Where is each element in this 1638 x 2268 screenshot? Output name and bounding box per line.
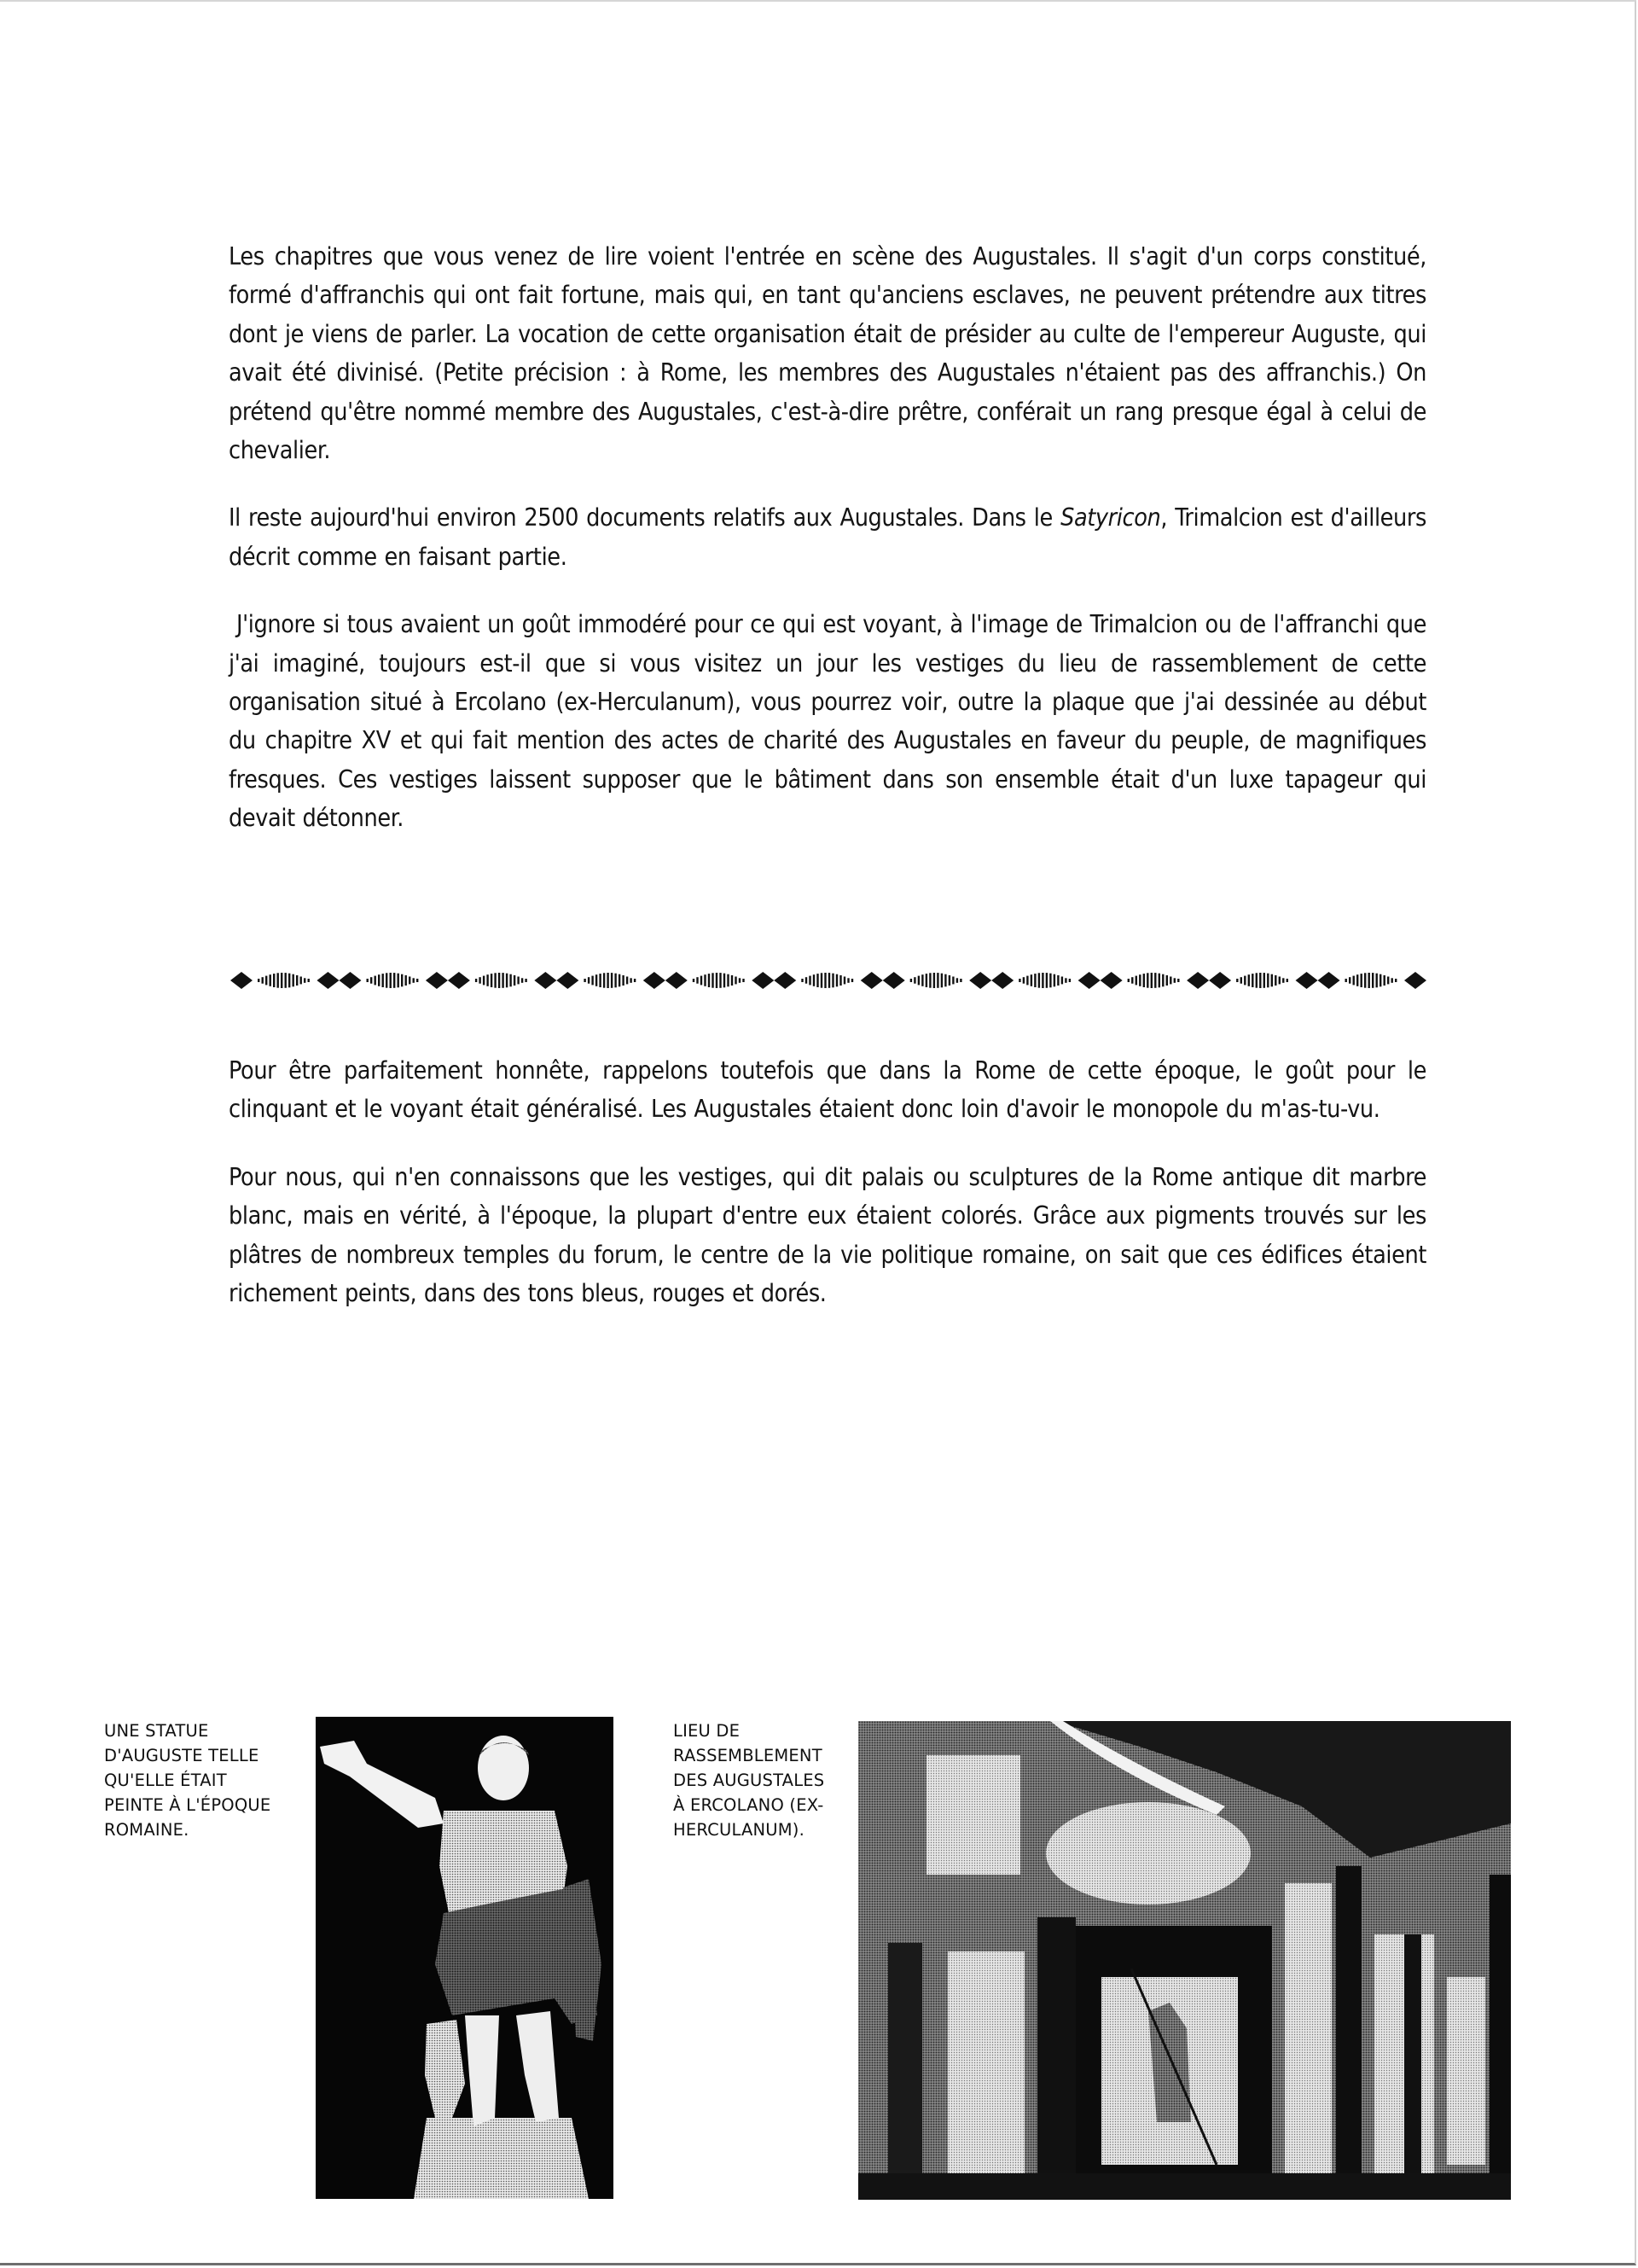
article-body-top xyxy=(229,237,1426,838)
article-body-bottom xyxy=(229,1051,1426,1312)
paragraph-augustales-intro: Les chapitres que vous venez de lire voient l'entrée en scène des Augustales. Il s'agit d'un corps constitué, formé d'affranchis qui ont fait fortune, mais qui, en tant qu'anciens esclaves, ne peuvent prétendre aux titres dont je viens de parler. La vocation de cette organisation était de présider au culte de l'empereur Auguste, qui avait été divinisé. (Petite précision : à Rome, les membres des Augustales n'étaient pas des affranchis.) On prétend qu'être nommé membre des Augustales, c'est-à-dire prêtre, conférait un rang presque égal à celui de chevalier. xyxy=(229,242,1426,465)
caption-line: RASSEMBLEMENT xyxy=(673,1746,822,1765)
statue-of-augustus-photo xyxy=(316,1717,613,2199)
ornament-diamond xyxy=(774,972,796,989)
caption-line: D'AUGUSTE TELLE xyxy=(104,1746,259,1765)
hall-image xyxy=(858,1721,1511,2200)
ornament-hatch xyxy=(910,973,962,988)
ornamental-divider-icon xyxy=(230,966,1426,995)
ornament-diamond xyxy=(969,972,991,989)
ornament-diamond xyxy=(1209,972,1231,989)
ornament-hatch xyxy=(693,973,745,988)
ornament-diamond xyxy=(1187,972,1209,989)
ornament-diamond xyxy=(643,972,665,989)
ornament-hatch xyxy=(1128,973,1180,988)
caption-line: DES AUGUSTALES xyxy=(673,1771,825,1790)
ornament-hatch xyxy=(1345,973,1397,988)
caption-line: UNE STATUE xyxy=(104,1721,209,1741)
ornament-hatch xyxy=(367,973,419,988)
ornament-diamond xyxy=(1296,972,1318,989)
paragraph-text: Il reste aujourd'hui environ 2500 documents relatifs aux Augustales. Dans le xyxy=(229,503,1061,532)
ornament-diamond xyxy=(317,972,339,989)
ornament-diamond xyxy=(339,972,361,989)
ornament-hatch xyxy=(475,973,527,988)
ornament-hatch xyxy=(584,973,636,988)
ornament-diamond xyxy=(230,972,253,989)
ornament-diamond xyxy=(665,972,688,989)
caption-line: LIEU DE xyxy=(673,1721,741,1741)
caption-line: PEINTE À L'ÉPOQUE xyxy=(104,1795,271,1815)
augustales-hall-fresco-photo xyxy=(858,1721,1511,2200)
figure-caption-hall xyxy=(673,1718,824,1842)
caption-line: À ERCOLANO (EX- xyxy=(673,1795,824,1815)
ornament-diamond xyxy=(1404,972,1426,989)
paragraph-ercolano: J'ignore si tous avaient un goût immodéré pour ce qui est voyant, à l'image de Trimalcion ou de l'affranchi que j'ai imaginé, toujours est-il que si vous visitez un jour les vestiges du lieu de rassemblement de cette organisation situé à Ercolano (ex-Herculanum), vous pourrez voir, outre la plaque que j'ai dessinée au début du chapitre XV et qui fait mention des actes de charité des Augustales en faveur du peuple, de magnifiques fresques. Ces vestiges laissent supposer que le bâtiment dans son ensemble était d'un luxe tapageur qui devait détonner. xyxy=(229,610,1426,833)
ornament-diamond xyxy=(991,972,1014,989)
caption-line: HERCULANUM). xyxy=(673,1820,804,1840)
ornament-diamond xyxy=(556,972,578,989)
caption-line: QU'ELLE ÉTAIT xyxy=(104,1771,227,1790)
ornament-diamond xyxy=(861,972,883,989)
ornament-hatch xyxy=(1236,973,1288,988)
ornament-diamond xyxy=(426,972,448,989)
figure-caption-statue xyxy=(104,1718,270,1842)
ornament-diamond xyxy=(1318,972,1340,989)
book-title-satyricon: Satyricon xyxy=(1060,503,1161,532)
ornament-diamond xyxy=(448,972,470,989)
paragraph-honnete: Pour être parfaitement honnête, rappelons toutefois que dans la Rome de cette époque, le goût pour le clinquant et le voyant était généralisé. Les Augustales étaient donc loin d'avoir le monopole du m'as-tu-vu. xyxy=(229,1056,1426,1124)
ornament-diamond xyxy=(752,972,774,989)
caption-line: ROMAINE. xyxy=(104,1820,189,1840)
paragraph-text: , Trimalcion est d'ailleurs décrit comme en faisant partie. xyxy=(229,503,1427,571)
statue-image xyxy=(316,1717,613,2199)
paragraph-documents xyxy=(229,498,1426,576)
ornament-diamond xyxy=(1101,972,1123,989)
paragraph-couleurs: Pour nous, qui n'en connaissons que les vestiges, qui dit palais ou sculptures de la Rome antique dit marbre blanc, mais en vérité, à l'époque, la plupart d'entre eux étaient colorés. Grâce aux pigments trouvés sur les plâtres de nombreux temples du forum, le centre de la vie politique romaine, on sait que ces édifices étaient richement peints, dans des tons bleus, rouges et dorés. xyxy=(229,1162,1426,1308)
ornament-diamond xyxy=(1078,972,1101,989)
ornament-hatch xyxy=(1019,973,1071,988)
ornament-diamond xyxy=(883,972,905,989)
ornament-diamond xyxy=(534,972,556,989)
ornament-hatch xyxy=(801,973,853,988)
ornament-hatch xyxy=(258,973,310,988)
ornament-svg xyxy=(230,966,1426,995)
